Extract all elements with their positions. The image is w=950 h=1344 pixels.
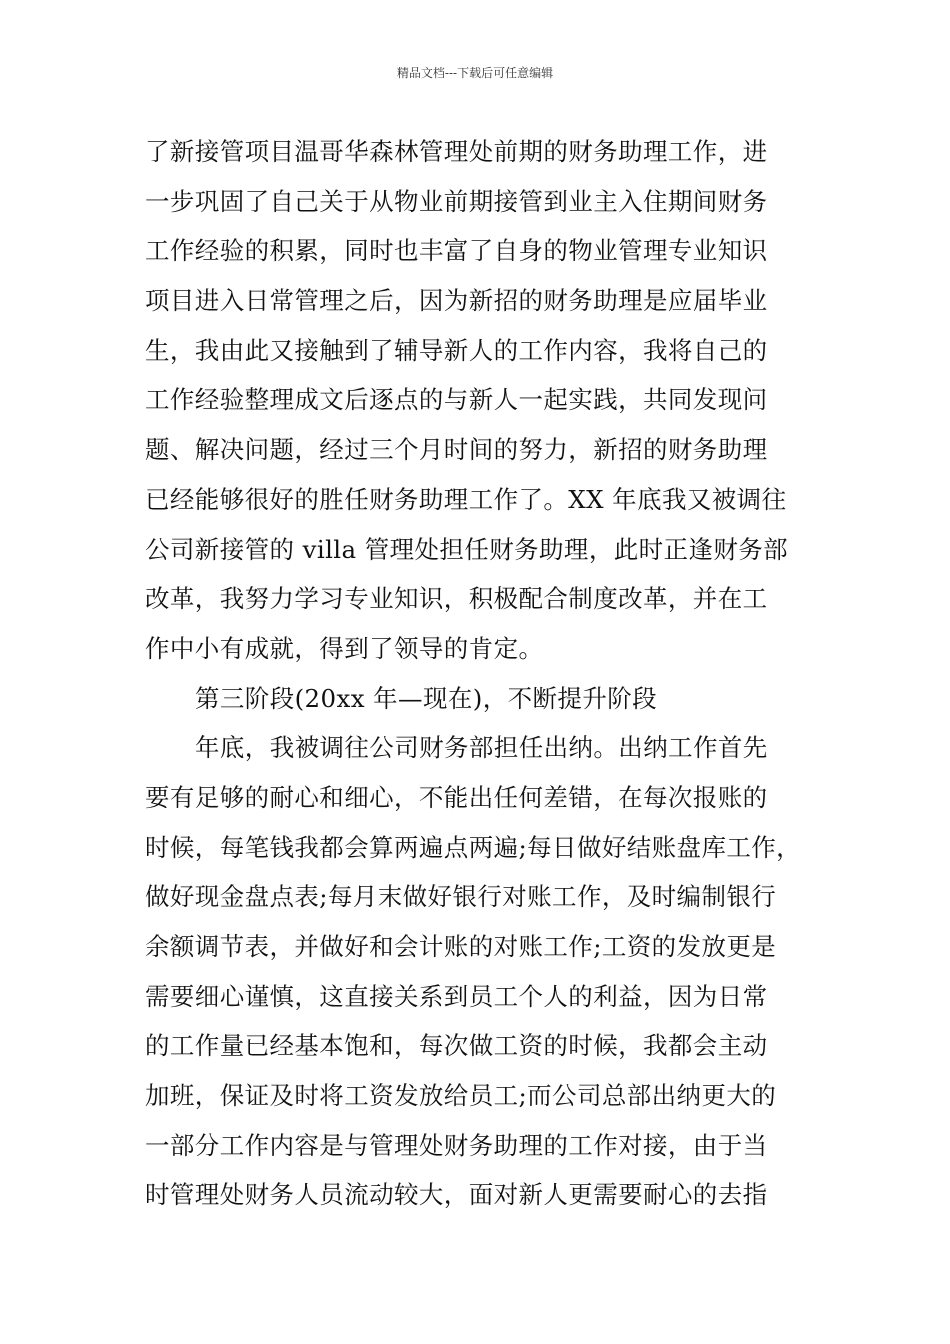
text-line: 作中小有成就，得到了领导的肯定。 <box>145 633 544 663</box>
text-line: 公司新接管的 villa 管理处担任财务助理，此时正逢财务部 <box>145 534 789 564</box>
text-line: 加班，保证及时将工资发放给员工;而公司总部出纳更大的 <box>145 1081 777 1111</box>
text-line: 的工作量已经基本饱和，每次做工资的时候，我都会主动 <box>145 1031 768 1061</box>
text-line: 做好现金盘点表;每月末做好银行对账工作，及时编制银行 <box>145 882 777 912</box>
text-line: 了新接管项目温哥华森林管理处前期的财务助理工作，进 <box>145 137 768 166</box>
text-line: 工作经验的积累，同时也丰富了自身的物业管理专业知识 <box>145 236 768 266</box>
text-line: 改革，我努力学习专业知识，积极配合制度改革，并在工 <box>145 584 768 614</box>
text-line: 要有足够的耐心和细心，不能出任何差错，在每次报账的 <box>145 782 768 812</box>
text-line: 生，我由此又接触到了辅导新人的工作内容，我将自己的 <box>145 335 768 365</box>
text-line: 一部分工作内容是与管理处财务助理的工作对接，由于当 <box>145 1130 768 1160</box>
text-line: 工作经验整理成文后逐点的与新人一起实践，共同发现问 <box>145 385 768 415</box>
text-line: 需要细心谨慎，这直接关系到员工个人的利益，因为日常 <box>145 981 768 1011</box>
text-line: 题、解决问题，经过三个月时间的努力，新招的财务助理 <box>145 435 768 465</box>
text-line: 项目进入日常管理之后，因为新招的财务助理是应届毕业 <box>145 286 768 316</box>
section-heading: 第三阶段(20xx 年—现在)，不断提升阶段 <box>195 683 658 713</box>
document-body <box>145 127 815 1220</box>
paragraph-start-line: 年底，我被调往公司财务部担任出纳。出纳工作首先 <box>195 733 768 763</box>
text-line: 一步巩固了自己关于从物业前期接管到业主入住期间财务 <box>145 186 768 216</box>
text-line: 时管理处财务人员流动较大，面对新人更需要耐心的去指 <box>145 1180 768 1210</box>
page-header: 精品文档---下载后可任意编辑 <box>396 66 554 80</box>
text-line: 时候，每笔钱我都会算两遍点两遍;每日做好结账盘库工作， <box>145 832 802 862</box>
text-line: 已经能够很好的胜任财务助理工作了。XX 年底我又被调往 <box>145 484 787 514</box>
text-line: 余额调节表，并做好和会计账的对账工作;工资的发放更是 <box>145 932 777 961</box>
